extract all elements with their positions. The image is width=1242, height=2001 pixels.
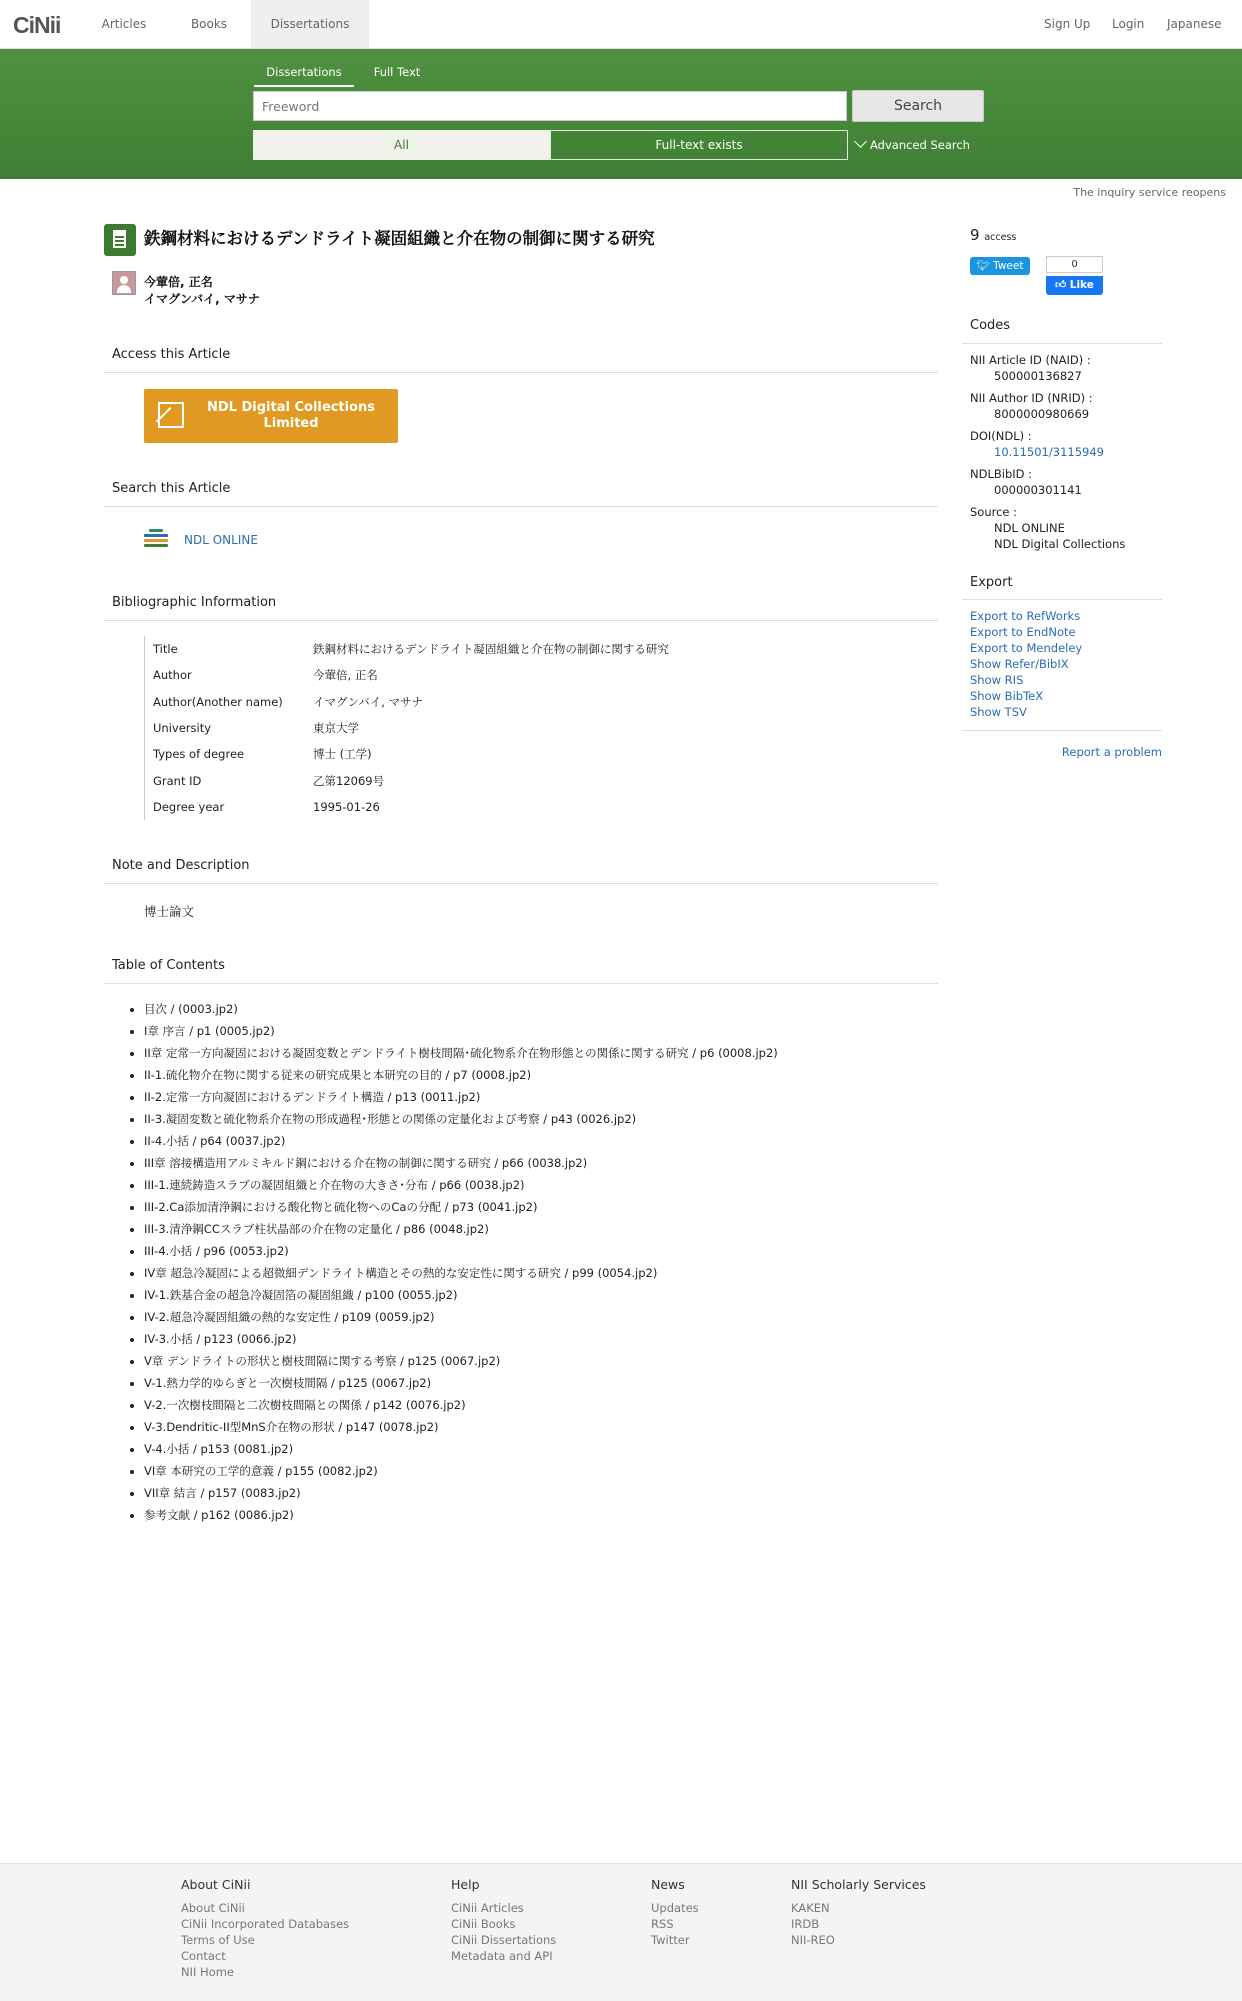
biblio-key: University	[145, 715, 314, 741]
nav-articles[interactable]: Articles	[101, 17, 147, 31]
divider	[962, 599, 1162, 600]
list-item: • IV-3.小括 / p123 (0066.jp2)	[144, 1328, 934, 1350]
biblio-value: 東京大学	[313, 721, 359, 736]
footer-col-news	[651, 1877, 699, 1948]
footer-link[interactable]: Contact	[181, 1949, 226, 1963]
language-link[interactable]: Japanese	[1167, 17, 1222, 31]
list-item: • III章 溶接構造用アルミキルド鋼における介在物の制御に関する研究 / p66 (0038.jp2)	[144, 1152, 934, 1174]
toc-heading: Table of Contents	[112, 958, 225, 973]
divider	[104, 372, 938, 373]
export-heading: Export	[970, 575, 1013, 590]
list-item: • II章 定常一方向凝固における凝固変数とデンドライト樹枝間隔･硫化物系介在物形態との関係に関する研究 / p6 (0008.jp2)	[144, 1042, 934, 1064]
list-item: • III-4.小括 / p96 (0053.jp2)	[144, 1240, 934, 1262]
tab-dissertations[interactable]: Dissertations	[254, 65, 354, 87]
footer-heading: News	[651, 1877, 685, 1892]
list-item: • V章 デンドライトの形状と樹枝間隔に関する考察 / p125 (0067.jp2)	[144, 1350, 934, 1372]
list-item: • II-1.硫化物介在物に関する従来の研究成果と本研究の目的 / p7 (0008.jp2)	[144, 1064, 934, 1086]
list-item: • V-2.一次樹枝間隔と二次樹枝間隔との関係 / p142 (0076.jp2)	[144, 1394, 934, 1416]
biblio-value: イマグンバイ, マサナ	[313, 694, 424, 709]
biblio-key: Grant ID	[145, 767, 314, 793]
table-row	[145, 689, 714, 715]
footer-heading: NII Scholarly Services	[791, 1877, 926, 1892]
tweet-label: Tweet	[993, 260, 1024, 272]
list-item: • IV-1.鉄基合金の超急冷凝固箔の凝固組織 / p100 (0055.jp2)	[144, 1284, 934, 1306]
biblio-key: Types of degree	[145, 741, 314, 767]
list-item: • III-1.連続鋳造スラブの凝固組織と介在物の大きさ･分布 / p66 (0038.jp2)	[144, 1174, 934, 1196]
footer-link[interactable]: Updates	[651, 1901, 699, 1915]
author-name-link[interactable]: 今葷倍, 正名	[144, 275, 213, 289]
cinii-logo[interactable]: CiNii	[13, 12, 61, 38]
search-article-heading: Search this Article	[112, 481, 231, 496]
codes-heading: Codes	[970, 318, 1011, 333]
divider	[104, 883, 938, 884]
biblio-key: Author	[145, 662, 314, 688]
divider	[104, 620, 938, 621]
divider	[104, 506, 938, 507]
access-count-label: access	[984, 232, 1017, 243]
author-avatar-icon	[112, 271, 136, 295]
footer-col-nii	[791, 1877, 926, 1948]
nrid-label: NII Author ID (NRID) :	[970, 391, 1093, 405]
external-link-icon	[158, 402, 184, 428]
show-ris-link[interactable]: Show RIS	[970, 673, 1024, 687]
ndl-digital-collections-button[interactable]	[144, 389, 398, 443]
facebook-like-label: Like	[1069, 279, 1094, 291]
page-title: 鉄鋼材料におけるデンドライト凝固組織と介在物の制御に関する研究	[144, 229, 655, 248]
footer-col-about	[181, 1877, 349, 1980]
note-text: 博士論文	[144, 904, 195, 919]
advanced-search-link[interactable]	[856, 137, 970, 152]
footer-link[interactable]: CiNii Articles	[451, 1901, 524, 1915]
table-row	[145, 794, 714, 820]
naid-label: NII Article ID (NAID) :	[970, 353, 1091, 367]
footer-heading: Help	[451, 1877, 480, 1892]
report-problem-link[interactable]: Report a problem	[1061, 745, 1162, 759]
ndl-digital-collections-label: NDL Digital Collections Limited	[207, 400, 375, 431]
export-endnote-link[interactable]: Export to EndNote	[970, 625, 1076, 639]
list-item: • III-3.清浄鋼CCスラブ柱状晶部の介在物の定量化 / p86 (0048.jp2)	[144, 1218, 934, 1240]
list-item: • II-4.小括 / p64 (0037.jp2)	[144, 1130, 934, 1152]
list-item: • II-3.凝固変数と硫化物系介在物の形成過程･形態との関係の定量化および考察 / p43 (0026.jp2)	[144, 1108, 934, 1130]
biblio-value: 博士 (工学)	[313, 747, 372, 762]
search-button[interactable]: Search	[852, 90, 984, 122]
nav-dissertations[interactable]: Dissertations	[251, 0, 369, 48]
list-item: • 参考文献 / p162 (0086.jp2)	[144, 1504, 934, 1526]
filter-all[interactable]: All	[253, 130, 550, 160]
divider	[962, 730, 1162, 731]
author-kana: イマグンバイ, マサナ	[144, 292, 260, 306]
table-row	[145, 767, 714, 793]
footer-link[interactable]: About CiNii	[181, 1901, 245, 1915]
footer-link[interactable]: NII Home	[181, 1965, 235, 1979]
toc-list	[128, 998, 934, 1526]
search-input[interactable]	[253, 91, 847, 121]
footer-link[interactable]: CiNii Books	[451, 1917, 516, 1931]
list-item: • VI章 本研究の工学的意義 / p155 (0082.jp2)	[144, 1460, 934, 1482]
sign-up-link[interactable]: Sign Up	[1044, 17, 1091, 31]
tweet-button[interactable]: 🐦︎ Tweet	[970, 257, 1030, 275]
show-bibtex-link[interactable]: Show BibTeX	[970, 689, 1044, 703]
table-row	[145, 741, 714, 767]
filter-full-text-exists[interactable]: Full-text exists	[550, 130, 848, 160]
table-row	[145, 636, 714, 662]
source-label: Source :	[970, 505, 1018, 519]
list-item: • V-4.小括 / p153 (0081.jp2)	[144, 1438, 934, 1460]
tab-full-text[interactable]: Full Text	[373, 65, 421, 79]
footer-link[interactable]: NII-REO	[791, 1933, 835, 1947]
list-item: • IV章 超急冷凝固による超微細デンドライト構造とその熱的な安定性に関する研究 / p99 (0054.jp2)	[144, 1262, 934, 1284]
service-notice: The inquiry service reopens	[1073, 186, 1226, 199]
list-item: • IV-2.超急冷凝固組織の熱的な安定性 / p109 (0059.jp2)	[144, 1306, 934, 1328]
biblio-key: Title	[145, 636, 314, 662]
facebook-like-count: 0	[1046, 256, 1103, 273]
ndlbibid-value: 000000301141	[994, 483, 1082, 497]
footer-heading: About CiNii	[181, 1877, 251, 1892]
top-navigation	[0, 0, 1242, 49]
table-row	[145, 662, 714, 688]
ndl-logo-icon	[144, 529, 168, 551]
login-link[interactable]: Login	[1112, 17, 1145, 31]
nav-books[interactable]: Books	[190, 17, 228, 31]
divider	[104, 983, 938, 984]
doi-label: DOI(NDL) :	[970, 429, 1032, 443]
footer-link[interactable]: RSS	[651, 1917, 674, 1931]
access-count	[970, 226, 1016, 244]
biblio-key: Degree year	[145, 794, 314, 820]
document-icon	[104, 224, 136, 256]
list-item: • I章 序言 / p1 (0005.jp2)	[144, 1020, 934, 1042]
footer-link[interactable]: KAKEN	[791, 1901, 830, 1915]
note-heading: Note and Description	[112, 858, 250, 873]
biblio-value: 1995-01-26	[313, 799, 380, 814]
show-tsv-link[interactable]: Show TSV	[970, 705, 1027, 719]
list-item: • VII章 結言 / p157 (0083.jp2)	[144, 1482, 934, 1504]
doi-link[interactable]: 10.11501/3115949	[994, 445, 1104, 459]
biblio-table	[144, 636, 714, 820]
advanced-search-label: Advanced Search	[870, 138, 970, 152]
footer-link[interactable]: CiNii Incorporated Databases	[181, 1917, 350, 1931]
footer-link[interactable]: Twitter	[651, 1933, 690, 1947]
footer-link[interactable]: IRDB	[791, 1917, 820, 1931]
nrid-value: 8000000980669	[994, 407, 1090, 421]
footer-link[interactable]: CiNii Dissertations	[451, 1933, 557, 1947]
source-value: NDL ONLINE	[994, 521, 1065, 535]
ndlbibid-label: NDLBibID :	[970, 467, 1033, 481]
list-item: • V-3.Dendritic-II型MnS介在物の形状 / p147 (0078.jp2)	[144, 1416, 934, 1438]
export-mendeley-link[interactable]: Export to Mendeley	[970, 641, 1083, 655]
footer-link[interactable]: Metadata and API	[451, 1949, 553, 1963]
source-value: NDL Digital Collections	[994, 537, 1126, 551]
biblio-value: 乙第12069号	[313, 773, 385, 788]
footer-link[interactable]: Terms of Use	[181, 1933, 255, 1947]
chevron-down-icon	[854, 135, 867, 148]
biblio-value: 今葷倍, 正名	[313, 668, 378, 683]
facebook-like-button[interactable]: 👍︎ Like	[1046, 276, 1103, 295]
list-item: • II-2.定常一方向凝固におけるデンドライト構造 / p13 (0011.jp2)	[144, 1086, 934, 1108]
ndl-online-link[interactable]: NDL ONLINE	[184, 533, 258, 547]
access-heading: Access this Article	[112, 347, 231, 362]
biblio-heading: Bibliographic Information	[112, 595, 277, 610]
biblio-key: Author(Another name)	[145, 689, 314, 715]
access-count-value: 9	[970, 226, 980, 244]
list-item: • V-1.熱力学的ゆらぎと一次樹枝間隔 / p125 (0067.jp2)	[144, 1372, 934, 1394]
list-item: • III-2.Ca添加清浄鋼における酸化物と硫化物へのCaの分配 / p73 (0041.jp2)	[144, 1196, 934, 1218]
table-row	[145, 715, 714, 741]
naid-value: 500000136827	[994, 369, 1082, 383]
footer-col-help	[451, 1877, 556, 1964]
show-refer-link[interactable]: Show Refer/BibIX	[970, 657, 1069, 671]
export-refworks-link[interactable]: Export to RefWorks	[970, 609, 1081, 623]
list-item: • 目次 / (0003.jp2)	[144, 998, 934, 1020]
biblio-value: 鉄鋼材料におけるデンドライト凝固組織と介在物の制御に関する研究	[313, 642, 669, 657]
divider	[962, 343, 1162, 344]
